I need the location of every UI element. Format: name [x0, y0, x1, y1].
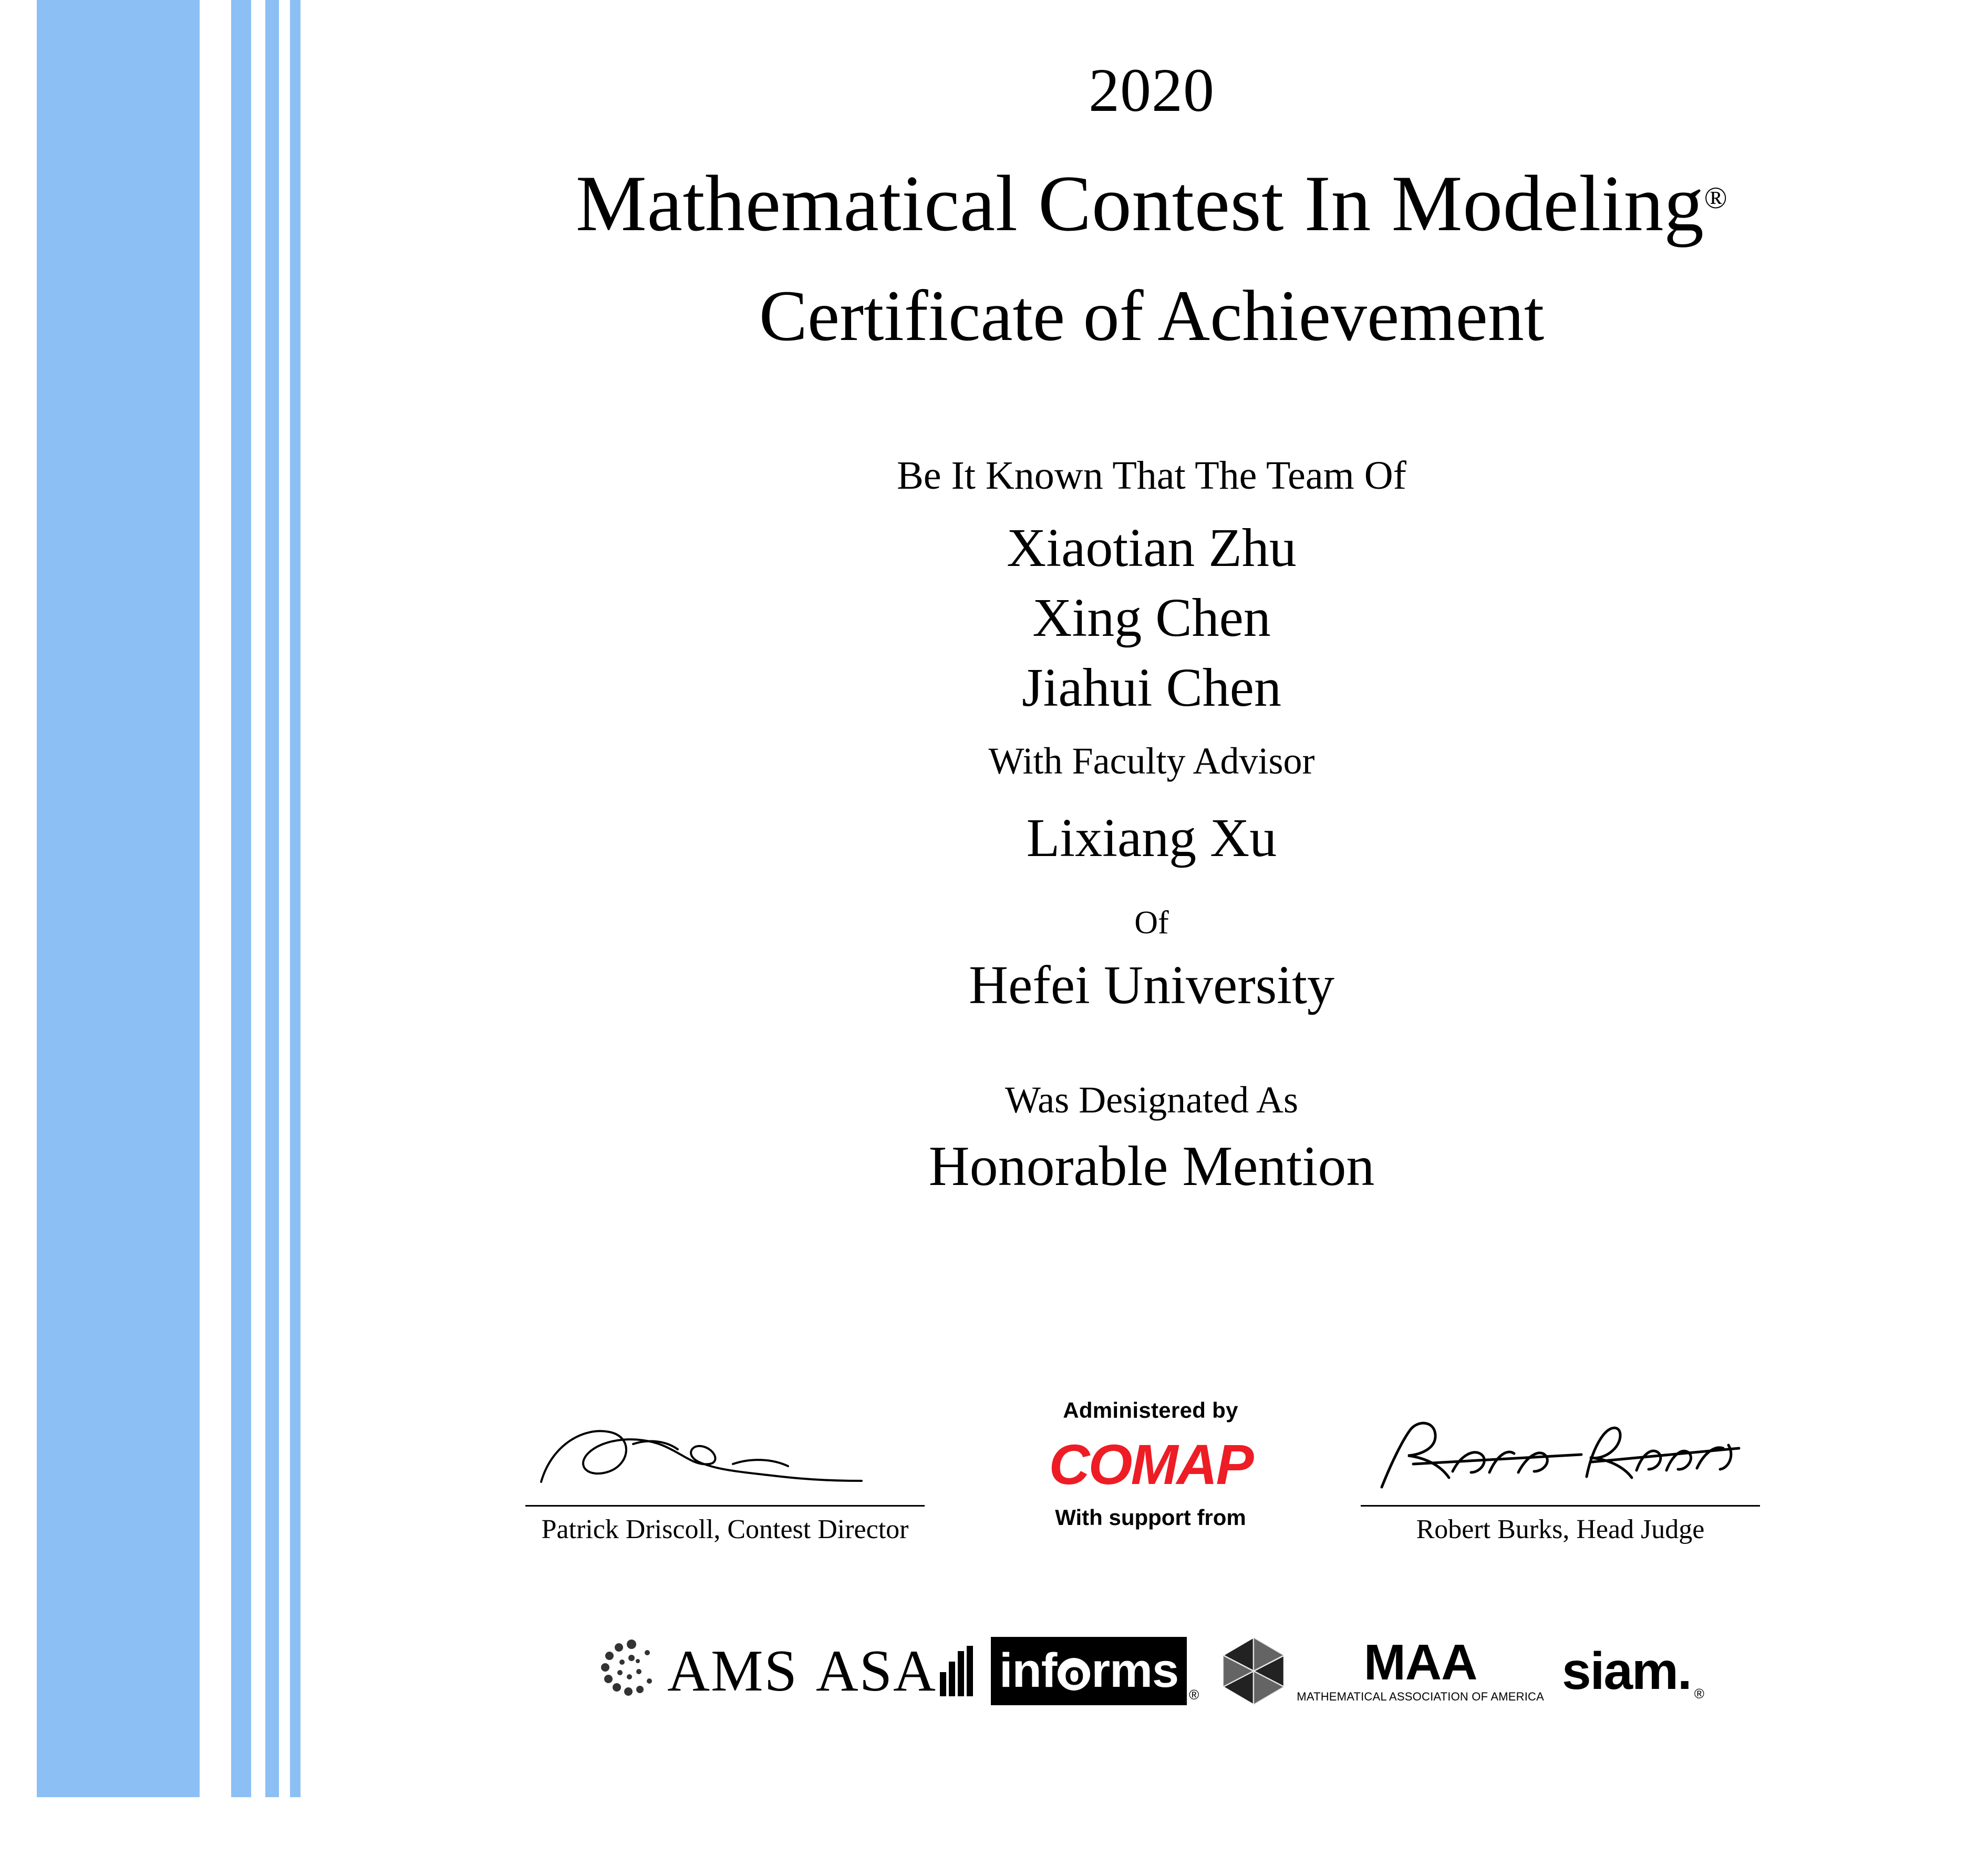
- signature-row: [315, 1398, 1988, 1587]
- signature-block-head-judge: [1361, 1414, 1760, 1545]
- signature-icon: [1361, 1414, 1760, 1503]
- maa-wordmark: MAA: [1363, 1634, 1477, 1691]
- administered-by-label: Administered by: [1063, 1398, 1238, 1423]
- certificate-title-line-2: Certificate of Achievement: [759, 275, 1545, 356]
- signature-icon: [525, 1414, 925, 1503]
- decor-bar-thin2: [290, 0, 301, 1797]
- siam-registered-icon: ®: [1694, 1686, 1704, 1702]
- ams-dots-icon: [599, 1637, 662, 1705]
- institution-name: Hefei University: [968, 954, 1334, 1015]
- asa-bars-icon: [940, 1646, 973, 1696]
- team-members-list: [315, 513, 1988, 723]
- decor-bar-thin: [265, 0, 279, 1797]
- asa-wordmark: ASA: [815, 1638, 937, 1704]
- informs-o-glyph: o: [1058, 1658, 1090, 1691]
- informs-wordmark: [991, 1637, 1187, 1705]
- decorative-blue-bars: [0, 0, 315, 1797]
- informs-suffix: rms: [1091, 1644, 1179, 1697]
- signature-block-contest-director: [525, 1414, 925, 1545]
- signature-rule: [1361, 1505, 1760, 1507]
- decor-bar-wide: [37, 0, 200, 1797]
- sponsor-logos-row: [315, 1608, 1988, 1734]
- support-label: With support from: [1055, 1505, 1246, 1530]
- siam-wordmark: siam.: [1561, 1642, 1691, 1700]
- signature-caption: Patrick Driscoll, Contest Director: [541, 1514, 909, 1544]
- sponsor-logo-siam: [1562, 1632, 1704, 1710]
- certificate-body: [315, 0, 1988, 1876]
- maa-polyhedron-icon: [1217, 1634, 1290, 1708]
- team-member: Xing Chen: [1032, 587, 1271, 648]
- ams-wordmark: AMS: [667, 1638, 798, 1704]
- of-label: Of: [1134, 904, 1169, 941]
- advisor-label: With Faculty Advisor: [988, 740, 1315, 782]
- decor-bar-mid: [231, 0, 251, 1797]
- sponsor-logo-asa: [816, 1632, 973, 1710]
- comap-administrator-block: [1019, 1398, 1282, 1530]
- comap-logo-icon: [1019, 1425, 1282, 1504]
- informs-prefix: inf: [999, 1644, 1057, 1697]
- designation-label: Was Designated As: [1005, 1079, 1299, 1121]
- advisor-name: Lixiang Xu: [1026, 808, 1277, 869]
- certificate-year: 2020: [1089, 56, 1215, 125]
- sponsor-logo-ams: [599, 1632, 798, 1710]
- team-member: Jiahui Chen: [1022, 657, 1281, 718]
- certificate-title-line-1: [315, 159, 1988, 248]
- maa-subtitle: MATHEMATICAL ASSOCIATION OF AMERICA: [1297, 1689, 1544, 1703]
- sponsor-logo-maa: [1217, 1632, 1544, 1710]
- registered-trademark-icon: ®: [1704, 180, 1728, 215]
- sponsor-logo-informs: [991, 1632, 1199, 1710]
- team-lead-label: Be It Known That The Team Of: [897, 453, 1406, 498]
- svg-text:COMAP: COMAP: [1049, 1432, 1252, 1496]
- signature-caption: Robert Burks, Head Judge: [1416, 1514, 1705, 1544]
- informs-registered-icon: ®: [1189, 1687, 1199, 1703]
- signature-rule: [525, 1505, 925, 1507]
- team-member: Xiaotian Zhu: [1007, 517, 1297, 578]
- award-name: Honorable Mention: [928, 1135, 1375, 1198]
- contest-name: Mathematical Contest In Modeling: [575, 159, 1704, 248]
